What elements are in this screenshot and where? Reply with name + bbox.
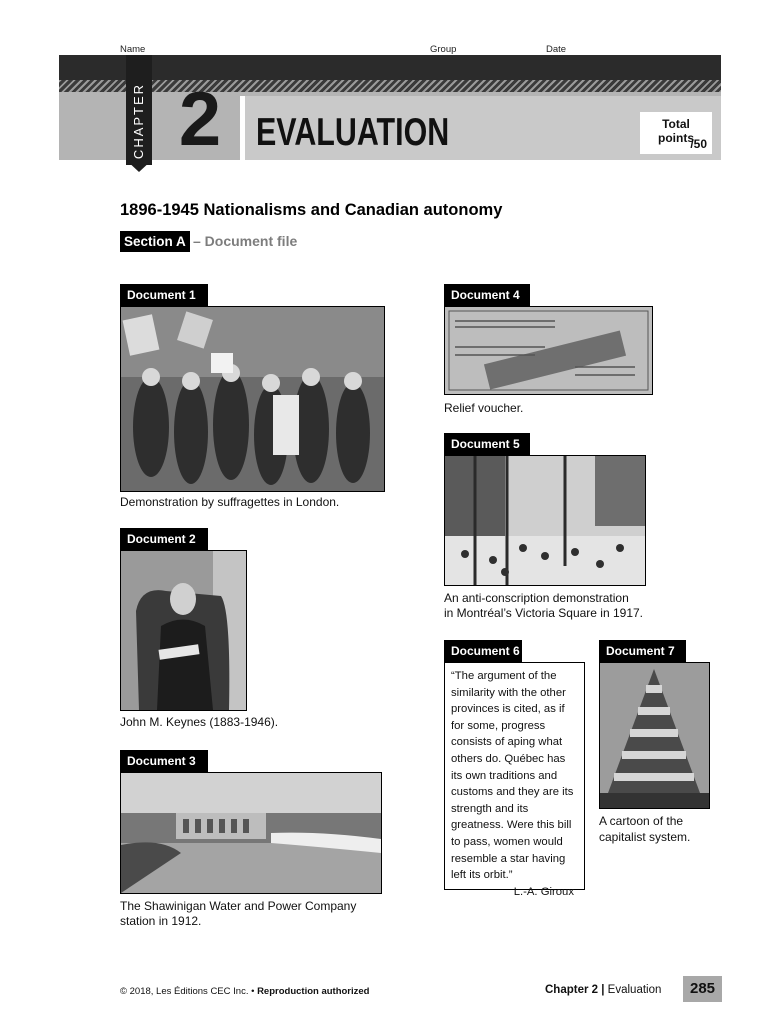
document-2-tag: Document 2 (120, 528, 208, 550)
reproduction-text: Reproduction authorized (257, 986, 370, 997)
capitalist-cartoon-image (599, 662, 710, 809)
copyright-text: © 2018, Les Éditions CEC Inc. • (120, 986, 255, 997)
name-label: Name (120, 44, 146, 55)
document-3-caption-line2: station in 1912. (120, 914, 202, 928)
document-3-tag: Document 3 (120, 750, 208, 772)
document-7-tag: Document 7 (599, 640, 686, 662)
footer-separator: | (601, 984, 605, 996)
document-7-caption-line2: capitalist system. (599, 830, 691, 844)
header-hatch-band (59, 80, 721, 92)
document-1-tag: Document 1 (120, 284, 208, 306)
document-6-quote: “The argument of the similarity with the other provinces is cited, as if for some, progress consists of aping what others do. Québec has its own traditions and customs and they are its strength and its greatness. Were this bill to pass, women would resemble a star having left its orbit.” (451, 670, 574, 882)
document-5-tag: Document 5 (444, 433, 530, 455)
document-4-caption: Relief voucher. (444, 401, 524, 415)
document-6-quote-box (444, 662, 585, 898)
page-title: 1896-1945 Nationalisms and Canadian autonomy (120, 201, 503, 219)
evaluation-title: EVALUATION (256, 111, 450, 154)
document-6-author: L.-A. Giroux (513, 885, 574, 898)
document-3-caption-line1: The Shawinigan Water and Power Company (120, 899, 357, 913)
document-5-caption-line2: in Montréal’s Victoria Square in 1917. (444, 606, 644, 620)
group-label: Group (430, 44, 457, 55)
anti-conscription-photo (444, 455, 646, 586)
document-4-tag: Document 4 (444, 284, 530, 306)
page-number: 285 (683, 976, 722, 1002)
shawinigan-station-photo (120, 772, 382, 894)
chapter-number: 2 (178, 77, 222, 162)
total-points-value: /50 (690, 137, 707, 151)
keynes-photo (120, 550, 247, 711)
date-label: Date (546, 44, 567, 55)
document-2-caption: John M. Keynes (1883-1946). (120, 715, 279, 729)
document-1-caption: Demonstration by suffragettes in London. (120, 495, 340, 509)
footer-chapter: Chapter 2 (545, 984, 599, 996)
relief-voucher-photo (444, 306, 653, 395)
suffragettes-photo (120, 306, 385, 492)
document-7-caption-line1: A cartoon of the (599, 814, 684, 828)
total-points-label: Total points (658, 117, 694, 145)
document-6-tag: Document 6 (444, 640, 522, 662)
footer-section: Evaluation (607, 984, 662, 996)
section-label: Section A (120, 231, 190, 252)
footer-chapter-ref (545, 984, 661, 996)
footer-copyright (120, 986, 369, 997)
document-5-caption-line1: An anti-conscription demonstration (444, 591, 629, 605)
section-subtitle: – Document file (193, 233, 298, 249)
chapter-word: CHAPTER (131, 82, 146, 160)
